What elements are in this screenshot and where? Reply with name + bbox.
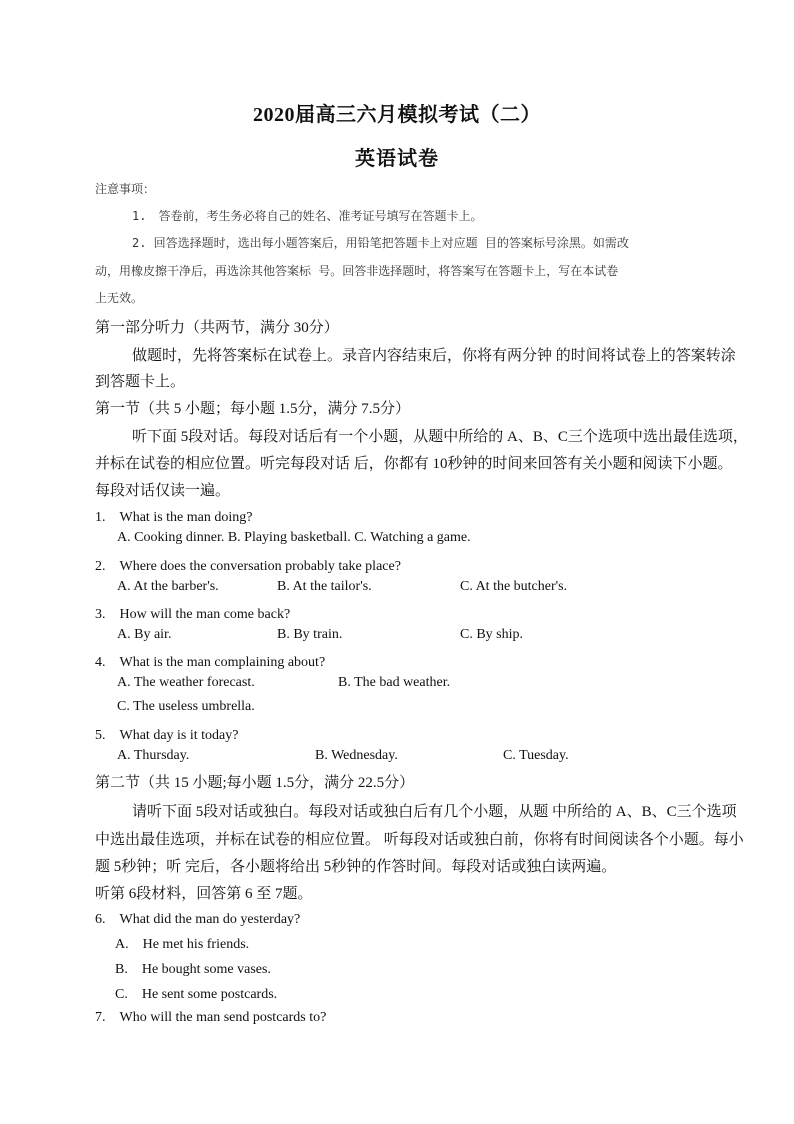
question-5-option-a: A. Thursday. (117, 748, 190, 763)
question-3-option-b: B. By train. (277, 627, 343, 642)
section2-instructions-line-3: 题 5秒钟；听 完后，各小题将给出 5秒钟的作答时间。每段对话或独白读两遍。 (95, 859, 617, 875)
section2-heading: 第二节（共 15 小题;每小题 1.5分，满分 22.5分） (95, 775, 415, 791)
notice-item-2-line-3: 上无效。 (95, 291, 144, 305)
question-2-stem: 2. Where does the conversation probably take place? (95, 559, 401, 574)
question-6-option-a: A. He met his friends. (115, 937, 250, 952)
question-4-stem: 4. What is the man complaining about? (95, 655, 326, 670)
question-7-stem: 7. Who will the man send postcards to? (95, 1010, 327, 1025)
question-4-option-b: B. The bad weather. (338, 675, 451, 690)
question-1-stem: 1. What is the man doing? (95, 510, 253, 525)
section1-heading: 第一节（共 5 小题；每小题 1.5分，满分 7.5分） (95, 401, 411, 417)
material-6-note: 听第 6段材料，回答第 6 至 7题。 (95, 886, 313, 902)
section1-instructions-line-2: 并标在试卷的相应位置。听完每段对话 后，你都有 10秒钟的时间来回答有关小题和阅读下小题。 (95, 456, 733, 472)
question-2-option-b: B. At the tailor's. (277, 579, 372, 594)
question-6-option-b: B. He bought some vases. (115, 962, 271, 977)
question-4-option-c: C. The useless umbrella. (117, 699, 255, 714)
question-3-option-c: C. By ship. (460, 627, 524, 642)
question-5-stem: 5. What day is it today? (95, 728, 239, 743)
part1-heading: 第一部分听力（共两节，满分 30分） (95, 320, 339, 336)
exam-title: 2020届高三六月模拟考试（二） (253, 104, 541, 126)
section1-instructions-line-1: 听下面 5段对话。每段对话后有一个小题，从题中所给的 A、B、C三个选项中选出最佳选项， (132, 429, 748, 445)
question-3-stem: 3. How will the man come back? (95, 607, 291, 622)
part1-instructions-line-1: 做题时，先将答案标在试卷上。录音内容结束后，你将有两分钟 的时间将试卷上的答案转涂 (132, 348, 736, 364)
question-2-option-a: A. At the barber's. (117, 579, 219, 594)
notice-heading: 注意事项： (95, 182, 156, 196)
question-6-stem: 6. What did the man do yesterday? (95, 912, 301, 927)
question-2-option-c: C. At the butcher's. (460, 579, 568, 594)
section2-instructions-line-1: 请听下面 5段对话或独白。每段对话或独白后有几个小题，从题 中所给的 A、B、C三个选项 (132, 804, 737, 820)
part1-instructions-line-2: 到答题卡上。 (95, 374, 186, 390)
question-5-option-c: C. Tuesday. (503, 748, 569, 763)
exam-subtitle: 英语试卷 (355, 148, 439, 170)
notice-item-2-line-1: 2. 回答选择题时，选出每小题答案后，用铅笔把答题卡上对应题 目的答案标号涂黑。如需改 (132, 236, 629, 250)
question-1-options: A. Cooking dinner. B. Playing basketball. C. Watching a game. (117, 530, 471, 545)
question-5-option-b: B. Wednesday. (315, 748, 398, 763)
question-4-option-a: A. The weather forecast. (117, 675, 255, 690)
notice-item-2-line-2: 动，用橡皮擦干净后，再选涂其他答案标 号。回答非选择题时，将答案写在答题卡上，写在本试卷 (95, 264, 619, 278)
question-6-option-c: C. He sent some postcards. (115, 987, 278, 1002)
notice-item-1: 1. 答卷前，考生务必将自己的姓名、准考证号填写在答题卡上。 (132, 209, 483, 223)
section1-instructions-line-3: 每段对话仅读一遍。 (95, 483, 231, 499)
section2-instructions-line-2: 中选出最佳选项，并标在试卷的相应位置。 听每段对话或独白前，你将有时间阅读各个小题。每小 (95, 832, 744, 848)
question-3-option-a: A. By air. (117, 627, 172, 642)
